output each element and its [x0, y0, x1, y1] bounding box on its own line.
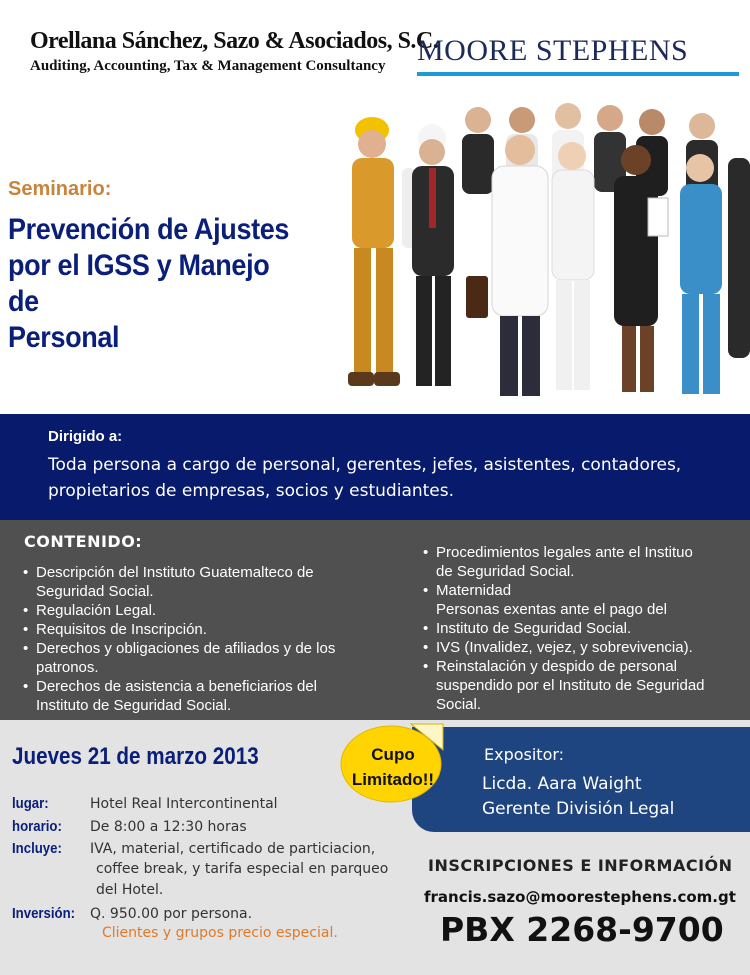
audience-label: Dirigido a:	[48, 428, 123, 445]
professionals-group-image	[330, 98, 750, 412]
firm-name: Orellana Sánchez, Sazo & Asociados, S.C.	[30, 28, 439, 54]
construction-worker-figure	[348, 117, 416, 386]
special-price-note: Clientes y grupos precio especial.	[102, 925, 338, 941]
content-list-item: suspendido por el Instituto de Seguridad	[436, 677, 705, 694]
content-title: CONTENIDO:	[24, 532, 143, 551]
seminar-title-line: Prevención de Ajustes	[8, 213, 290, 246]
audience-line: propietarios de empresas, socios y estudiantes.	[48, 481, 455, 501]
contact-email[interactable]: francis.sazo@moorestephens.com.gt	[424, 888, 736, 906]
includes-value-line: del Hotel.	[96, 882, 164, 898]
seminar-title	[8, 212, 305, 356]
audience-line: Toda persona a cargo de personal, gerentes, jefes, asistentes, contadores,	[48, 455, 682, 475]
contact-phone[interactable]: PBX 2268-9700	[440, 910, 724, 949]
content-list-item: • Regulación Legal.	[22, 601, 402, 620]
content-list-item: Seguridad Social.	[36, 583, 154, 600]
firm-tagline: Auditing, Accounting, Tax & Management Consultancy	[30, 58, 386, 74]
price-value: Q. 950.00 por persona.	[90, 906, 253, 922]
brand-underline	[417, 72, 739, 76]
includes-row	[12, 840, 375, 857]
content-list-item: • Instituto de Seguridad Social.	[422, 619, 747, 638]
speaker-role: Gerente División Legal	[482, 799, 675, 819]
event-date: Jueves 21 de marzo 2013	[12, 743, 259, 770]
doctor-figure	[492, 135, 548, 396]
content-list-item: • Requisitos de Inscripción.	[22, 620, 402, 639]
content-list-item: patronos.	[36, 659, 99, 676]
time-row	[12, 818, 247, 835]
price-label: Inversión:	[12, 905, 76, 922]
nurse-figure	[552, 142, 594, 390]
speaker-name: Licda. Aara Waight	[482, 774, 642, 794]
content-list-item: • Reinstalación y despido de personal	[422, 657, 747, 676]
brand-logo-text: MOORE STEPHENS	[417, 34, 689, 67]
content-list-left	[22, 563, 402, 715]
content-list-item: • Derechos de asistencia a beneficiarios del	[22, 677, 402, 696]
badge-line-2: Limitado!!	[351, 770, 435, 789]
place-row	[12, 795, 278, 812]
includes-value: IVA, material, certificado de particiacion,	[90, 841, 376, 857]
seminar-title-line: Personal	[8, 321, 120, 354]
content-list-item: • IVS (Invalidez, vejez, y sobrevivencia).	[422, 638, 747, 657]
time-value: De 8:00 a 12:30 horas	[90, 819, 247, 835]
content-list-item: • Descripción del Instituto Guatemalteco de	[22, 563, 402, 582]
medical-scrubs-figure	[680, 154, 750, 394]
content-list-item: Personas exentas ante el pago del	[436, 601, 667, 618]
content-list-item: de Seguridad Social.	[436, 563, 575, 580]
time-label: horario:	[12, 818, 62, 835]
content-list-item: Social.	[436, 696, 482, 713]
badge-line-1: Cupo	[371, 745, 415, 764]
content-list-item: • Derechos y obligaciones de afiliados y de los	[22, 639, 402, 658]
speaker-label: Expositor:	[484, 745, 565, 764]
content-list-right	[422, 543, 747, 714]
seminar-title-line: por el IGSS y Manejo de	[8, 249, 270, 318]
place-value: Hotel Real Intercontinental	[90, 796, 278, 812]
content-list-item: • Maternidad	[422, 581, 747, 600]
content-list-item: • Procedimientos legales ante el Instituo	[422, 543, 747, 562]
price-row	[12, 905, 252, 922]
includes-value-line: coffee break, y tarifa especial en parqueo	[96, 861, 389, 877]
audience-text	[48, 452, 738, 504]
seminar-label: Seminario:	[8, 178, 112, 200]
content-list-item: Instituto de Seguridad Social.	[36, 697, 232, 714]
place-label: lugar:	[12, 795, 49, 812]
includes-label: Incluye:	[12, 840, 62, 857]
registration-heading: INSCRIPCIONES E INFORMACIÓN	[428, 856, 733, 875]
